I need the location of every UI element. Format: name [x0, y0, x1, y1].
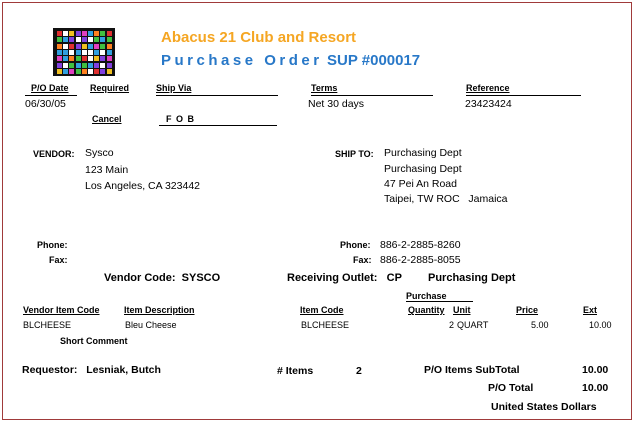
- row-item-description: Bleu Cheese: [125, 320, 177, 330]
- logo-bead: [100, 44, 105, 49]
- logo-bead: [57, 69, 62, 74]
- ship-via-underline: [156, 95, 278, 96]
- org-name: Abacus 21 Club and Resort: [161, 29, 357, 46]
- receiving-outlet-row: [287, 272, 402, 284]
- po-date-label: P/O Date: [31, 83, 69, 93]
- document-frame: [2, 2, 632, 420]
- logo-bead: [63, 31, 68, 36]
- logo-bead: [94, 50, 99, 55]
- receiving-outlet-name: Purchasing Dept: [428, 272, 516, 284]
- logo-bead: [57, 31, 62, 36]
- subtotal-value: 10.00: [582, 364, 609, 376]
- total-value: 10.00: [582, 382, 609, 394]
- row-item-code: BLCHEESE: [301, 320, 350, 330]
- vendor-code-row: [104, 272, 220, 284]
- logo-bead: [100, 63, 105, 68]
- logo-bead: [94, 63, 99, 68]
- logo-bead: [107, 37, 112, 42]
- reference-label: Reference: [466, 83, 510, 93]
- logo-bead: [82, 37, 87, 42]
- logo-bead: [63, 63, 68, 68]
- logo-bead: [69, 50, 74, 55]
- col-quantity: Quantity: [408, 305, 445, 315]
- ship-to-city: Taipei, TW ROC: [384, 193, 460, 205]
- items-label: # Items: [277, 365, 314, 377]
- logo-bead: [88, 69, 93, 74]
- logo-bead: [76, 31, 81, 36]
- abacus-logo-icon: [53, 28, 115, 76]
- vendor-phone-label: Phone:: [37, 240, 68, 250]
- logo-bead: [107, 44, 112, 49]
- receiving-outlet-label: Receiving Outlet:: [287, 272, 378, 284]
- short-comment-label: Short Comment: [60, 336, 128, 346]
- col-unit: Unit: [453, 305, 471, 315]
- vendor-fax-label: Fax:: [49, 255, 68, 265]
- vendor-city: Los Angeles, CA 323442: [85, 180, 201, 192]
- vendor-address: 123 Main: [85, 164, 129, 176]
- logo-bead: [63, 69, 68, 74]
- fob-underline: [159, 125, 277, 126]
- receiving-outlet-code: CP: [386, 272, 402, 284]
- logo-bead: [63, 37, 68, 42]
- logo-bead: [57, 37, 62, 42]
- logo-bead: [88, 56, 93, 61]
- reference-underline: [466, 95, 581, 96]
- po-date-value: 06/30/05: [25, 98, 66, 110]
- logo-bead: [107, 69, 112, 74]
- ship-to-fax-value: 886-2-2885-8055: [380, 254, 461, 266]
- ship-to-city-line: [384, 193, 508, 205]
- requestor-label: Requestor:: [22, 364, 78, 376]
- row-ext: 10.00: [589, 320, 612, 330]
- logo-bead: [76, 63, 81, 68]
- vendor-label: VENDOR:: [33, 149, 75, 159]
- col-price: Price: [516, 305, 539, 315]
- cancel-label: Cancel: [92, 114, 122, 124]
- purchase-group-underline: [406, 301, 473, 302]
- logo-bead: [82, 31, 87, 36]
- col-ext: Ext: [583, 305, 598, 315]
- logo-bead: [100, 50, 105, 55]
- logo-bead: [94, 37, 99, 42]
- logo-bead: [107, 56, 112, 61]
- subtotal-label: P/O Items SubTotal: [424, 364, 520, 376]
- logo-bead: [69, 56, 74, 61]
- logo-bead: [82, 50, 87, 55]
- total-label: P/O Total: [488, 382, 534, 394]
- terms-underline: [311, 95, 433, 96]
- logo-bead: [82, 69, 87, 74]
- ship-via-label: Ship Via: [156, 83, 192, 93]
- logo-bead: [63, 50, 68, 55]
- logo-bead: [107, 31, 112, 36]
- items-count: 2: [356, 365, 362, 377]
- logo-bead: [88, 37, 93, 42]
- logo-bead: [76, 69, 81, 74]
- vendor-code-value: SYSCO: [181, 272, 221, 284]
- reference-value: 23423424: [465, 98, 512, 110]
- col-vendor-item-code: Vendor Item Code: [23, 305, 100, 315]
- ship-to-label: SHIP TO:: [335, 149, 374, 159]
- ship-to-fax-label: Fax:: [353, 255, 372, 265]
- logo-bead: [100, 69, 105, 74]
- purchase-group-header: Purchase: [406, 291, 447, 301]
- vendor-code-label: Vendor Code:: [104, 272, 176, 284]
- logo-bead: [100, 31, 105, 36]
- ship-to-line-1: Purchasing Dept: [384, 147, 462, 159]
- ship-to-line-2: Purchasing Dept: [384, 163, 462, 175]
- logo-bead: [76, 50, 81, 55]
- logo-bead: [57, 56, 62, 61]
- terms-label: Terms: [311, 83, 338, 93]
- col-item-description: Item Description: [124, 305, 195, 315]
- logo-bead: [69, 69, 74, 74]
- ship-to-country: Jamaica: [468, 193, 508, 205]
- logo-bead: [82, 63, 87, 68]
- logo-bead: [69, 31, 74, 36]
- document-title-block: [161, 52, 420, 70]
- logo-bead: [82, 56, 87, 61]
- po-reference: SUP #000017: [327, 52, 421, 69]
- row-price: 5.00: [531, 320, 549, 330]
- col-item-code: Item Code: [300, 305, 344, 315]
- logo-bead: [88, 44, 93, 49]
- logo-bead: [57, 44, 62, 49]
- logo-bead: [94, 44, 99, 49]
- ship-to-line-3: 47 Pei An Road: [384, 178, 457, 190]
- row-vendor-item-code: BLCHEESE: [23, 320, 72, 330]
- logo-bead: [57, 63, 62, 68]
- ship-to-phone-value: 886-2-2885-8260: [380, 239, 461, 251]
- row-unit: QUART: [457, 320, 489, 330]
- document-title: Purchase Order: [161, 52, 323, 69]
- logo-bead: [76, 37, 81, 42]
- terms-value: Net 30 days: [308, 98, 365, 110]
- logo-bead: [63, 44, 68, 49]
- logo-bead: [57, 50, 62, 55]
- po-date-underline: [25, 95, 77, 96]
- row-quantity: 2: [449, 320, 455, 330]
- logo-bead: [94, 69, 99, 74]
- logo-bead: [82, 44, 87, 49]
- logo-bead: [69, 63, 74, 68]
- fob-label: F O B: [166, 114, 195, 124]
- logo-bead: [100, 56, 105, 61]
- logo-bead: [63, 56, 68, 61]
- logo-bead: [94, 31, 99, 36]
- logo-bead: [88, 31, 93, 36]
- logo-bead: [69, 37, 74, 42]
- logo-bead: [94, 56, 99, 61]
- logo-bead: [107, 50, 112, 55]
- logo-bead: [88, 50, 93, 55]
- ship-to-phone-label: Phone:: [340, 240, 371, 250]
- requestor-value: Lesniak, Butch: [86, 364, 161, 376]
- logo-bead: [100, 37, 105, 42]
- vendor-name: Sysco: [85, 147, 114, 159]
- required-label: Required: [90, 83, 130, 93]
- logo-bead: [107, 63, 112, 68]
- logo-bead: [76, 44, 81, 49]
- currency-label: United States Dollars: [491, 401, 597, 413]
- logo-bead: [76, 56, 81, 61]
- logo-bead: [88, 63, 93, 68]
- requestor-row: [22, 364, 161, 376]
- logo-bead: [69, 44, 74, 49]
